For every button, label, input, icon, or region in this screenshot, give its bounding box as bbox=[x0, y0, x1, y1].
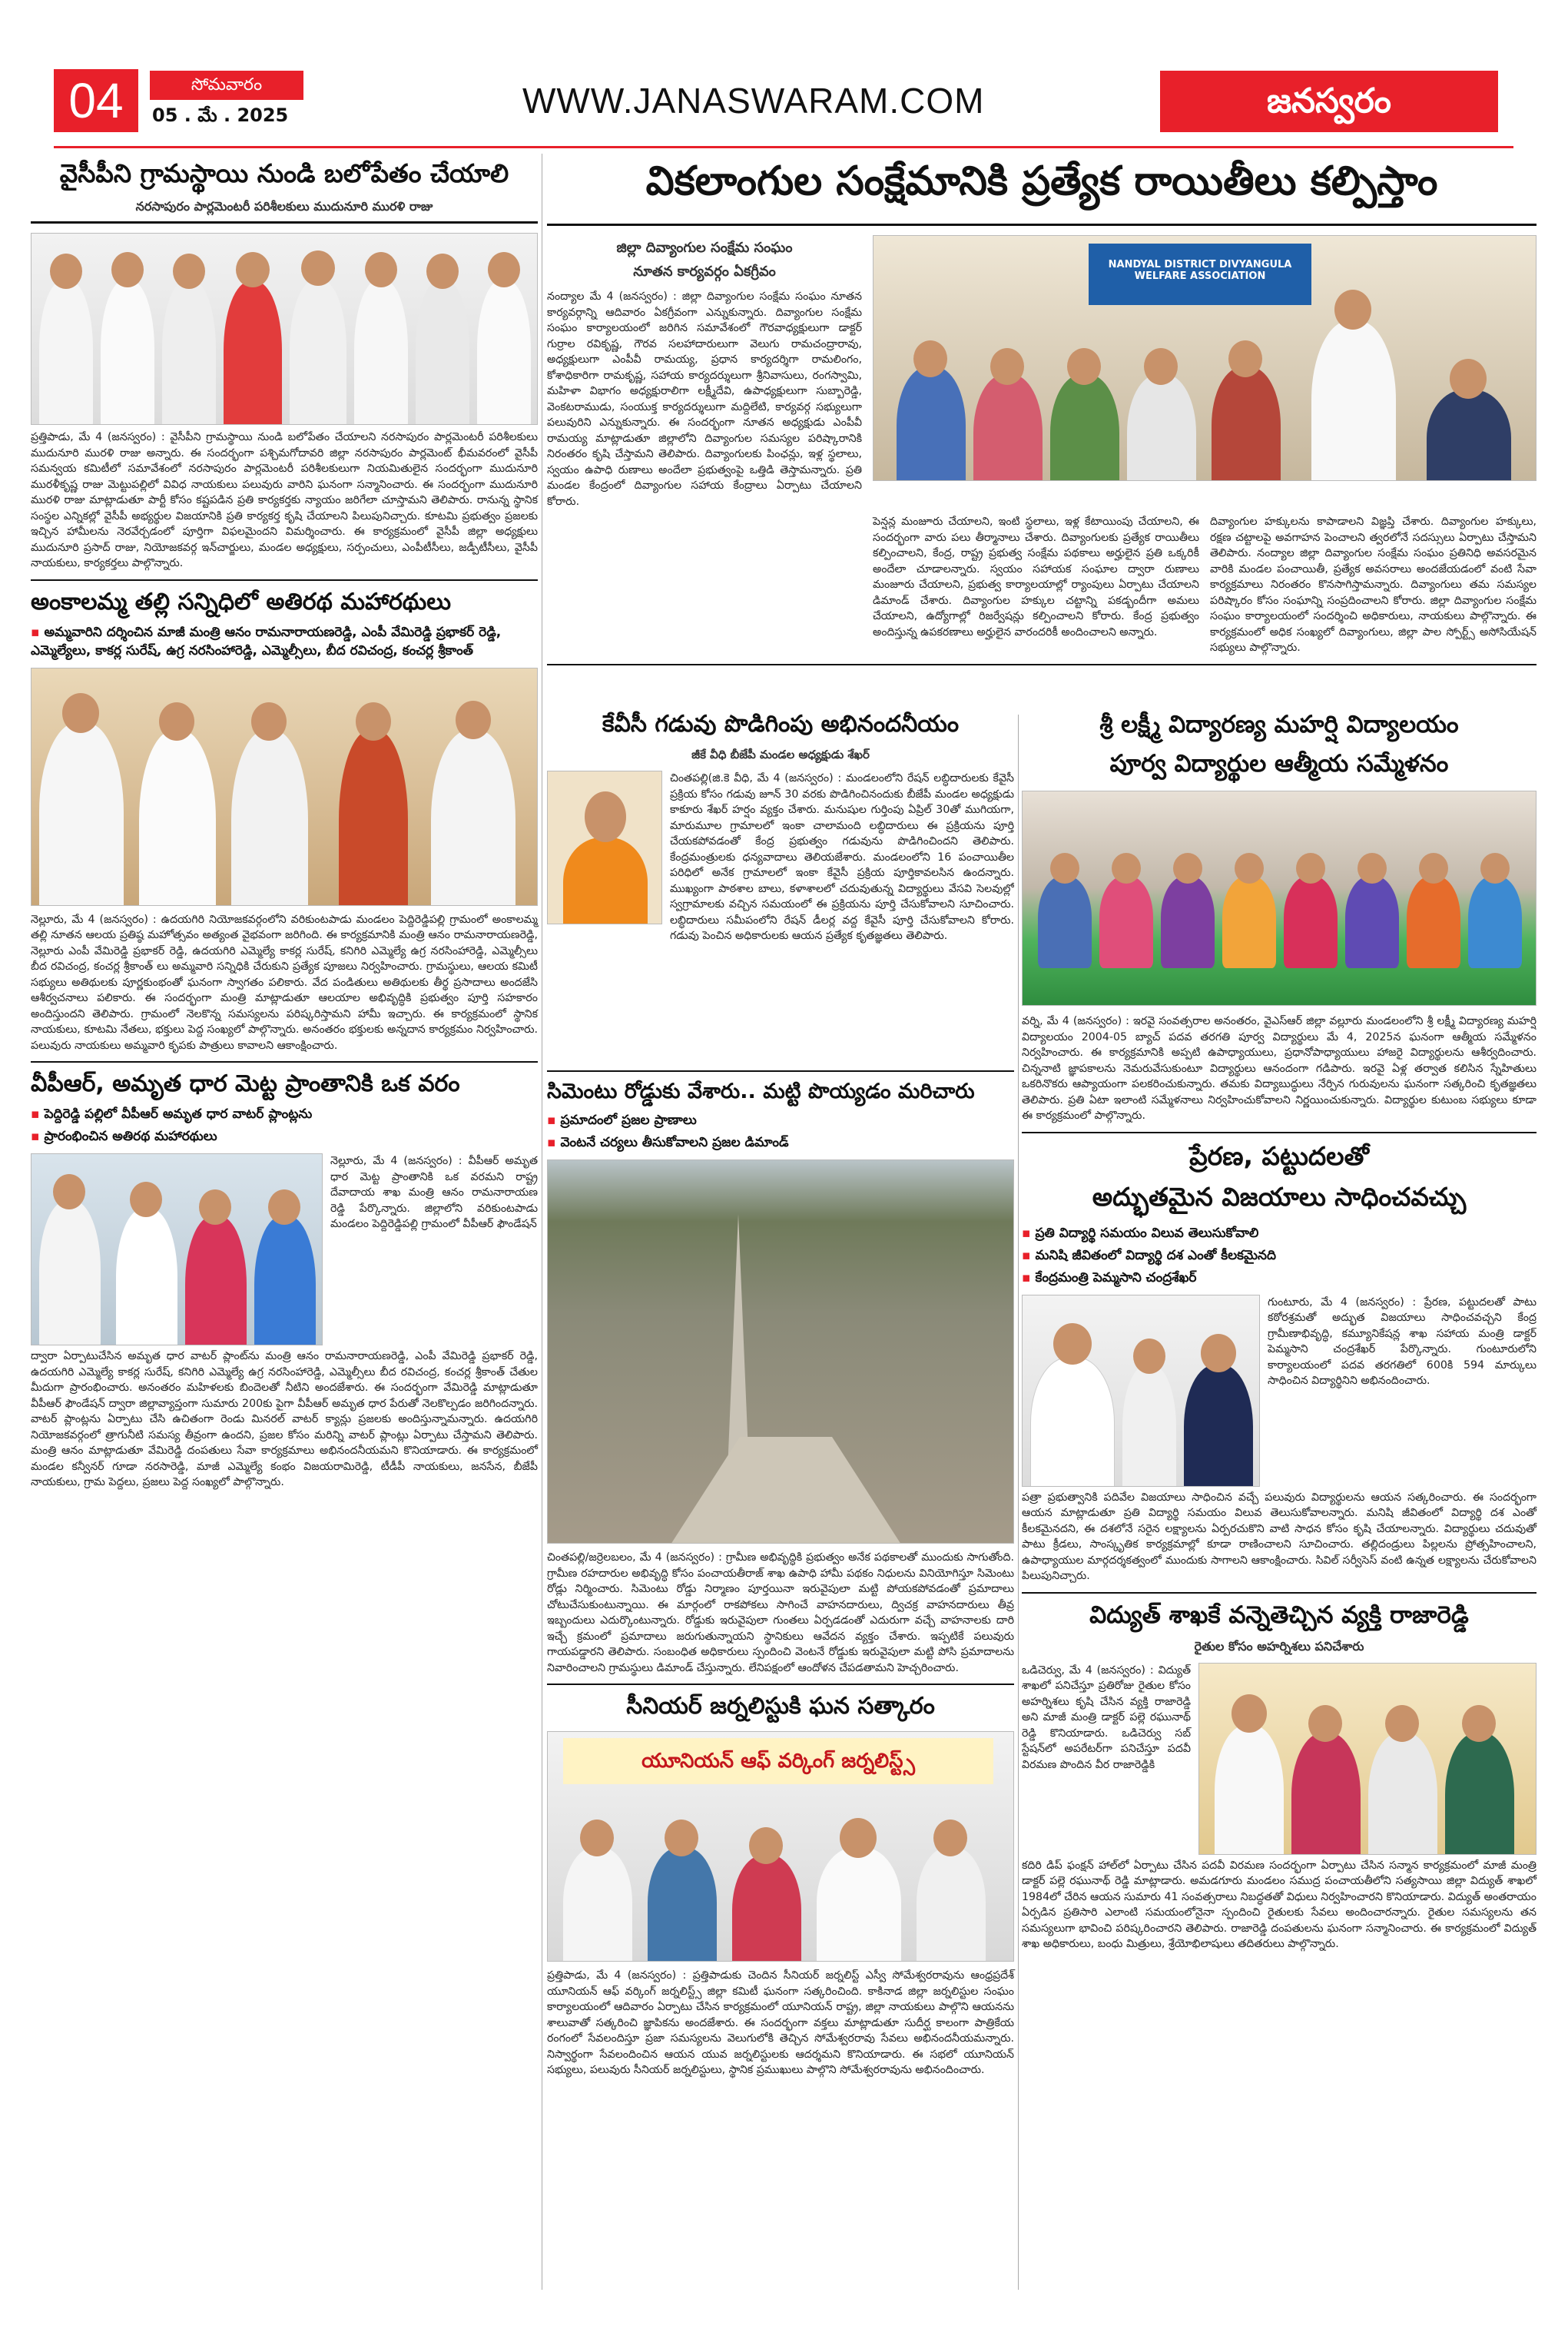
article-body-intro: గుంటూరు, మే 4 (జనస్వరం) : ప్రేరణ, పట్టుదలతో పాటు కఠోరశ్రమతో అద్భుత విజయాలు సాధించవచ్చని కేంద్ర గ్రామీణాభివృద్ధి, కమ్యూనికేషన్ల శాఖ సహాయ మంత్రి డాక్టర్ పెమ్మసాని చంద్రశేఖర్ పేర్కొన్నారు. గుంటూరులోని కార్యాలయంలో పదవ తరగతిలో 600కి 594 మార్కులు సాధించిన విద్యార్థినిని అభినందించారు. bbox=[1268, 1295, 1537, 1387]
article-ankalamma bbox=[31, 589, 538, 1054]
article-headline: కేవీసీ గడువు పొడిగింపు అభినందనీయం bbox=[602, 711, 960, 738]
article-vpr bbox=[31, 1070, 538, 1491]
page-number: 04 bbox=[54, 69, 138, 132]
article-body-intro: నెల్లూరు, మే 4 (జనస్వరం) : వీపీఆర్ అమృత ధార మెట్ట ప్రాంతానికి ఒక వరమని రాష్ట్ర దేవాదాయ శాఖ మంత్రి ఆనం రామనారాయణ రెడ్డి పేర్కొన్నారు. జిల్లాలోని వరికుంటపాడు మండలం పెద్దిరెడ్డిపల్లి గ్రామంలో వీపీఆర్ ఫౌండేషన్ bbox=[330, 1155, 538, 1230]
article-headline: వైసీపీని గ్రామస్థాయి నుండి బలోపేతం చేయాలి bbox=[59, 158, 509, 188]
section-divider bbox=[1022, 1132, 1537, 1133]
article-body: ద్వారా ఏర్పాటుచేసిన అమృత ధార వాటర్ ప్లాంట్‌ను మంత్రి ఆనం రామనారాయణరెడ్డి, ఎంపీ వేమిరెడ్డి ప్రభాకర్ రెడ్డి, ఉదయగిరి ఎమ్మెల్యే కాకర్ల సురేష్, కనిగిరి ఎమ్మెల్యే ఉగ్ర నరసింహారెడ్డి, ఎమ్మెల్సీలు బీద రవిచంద్ర, కంచర్ల శ్రీకాంత్ చేతుల మీదుగా ప్రారంభించారు. అనంతరం మహిళలకు బిందెలతో నీటిని అందజేశారు. ఈ సందర్భంగా వేమిరెడ్డి మాట్లాడుతూ వీపీఆర్ ఫౌండేషన్ ద్వారా జిల్లావ్యాప్తంగా సుమారు 200కు పైగా వీపీఆర్ అమృత ధార పేరుతో నెలకొల్పడం జరిగిందన్నారు. వాటర్ ప్లాంట్లను ఏర్పాటు చేసి ఉచితంగా రెండు మినరల్ వాటర్ క్యాన్లు ప్రజలకు అందిస్తున్నామన్నారు. ఉదయగిరి నియోజకవర్గంలో త్రాగునీటి సమస్య తీవ్రంగా ఉందని, ప్రజల కోసం మరిన్ని వాటర్ ప్లాంట్లు ఏర్పాటు చేస్తామని తెలిపారు. మంత్రి ఆనం మాట్లాడుతూ వేమిరెడ్డి దంపతులు సేవా కార్యక్రమాలు అభినందనీయమని కొనియాడారు. ఈ కార్యక్రమంలో మండల కన్వీనర్ గూడా నరసారెడ్డి, మాజీ ఎమ్మెల్యే కంభం విజయరామిరెడ్డి, టీడీపీ నాయకులు, జనసేన, బీజేపీ నాయకులు, గ్రామ పెద్దలు, ప్రజలు పెద్ద సంఖ్యలో పాల్గొన్నారు. bbox=[31, 1350, 538, 1488]
article-body: చింతపల్లి(జి.కె వీధి, మే 4 (జనస్వరం) : మండలంలోని రేషన్ లబ్ధిదారులకు కేవైసీ ప్రక్రియ కోసం గడువు జూన్ 30 వరకు పొడిగించినందుకు బీజేపీ మండల అధ్యక్షుడు కాకూరు శేఖర్ హర్షం వ్యక్తం చేశారు. మనుషుల గుర్తింపు ఏప్రిల్ 30తో ముగియగా, మారుమూల గ్రామాలలో ఇంకా చాలామంది లబ్ధిదారులు ఈ ప్రక్రియను పూర్తి చేయకపోవడంతో కేంద్ర ప్రభుత్వం గడువును పొడిగించిందని తెలిపారు. కేంద్రమంత్రులకు ధన్యవాదాలు తెలియజేశారు. మండలంలోని 16 పంచాయితీల పరిధిలో అనేక గ్రామాలలో ఇంకా కేవైసీ ప్రక్రియ పూర్తికావలసిన ఉందన్నారు. ముఖ్యంగా పాఠశాల బాలు, కళాశాలలో చదువుతున్న విద్యార్థులు వేసవి సెలవుల్లో స్వగ్రామాలకు వచ్చిన సమయంలో ఈ ప్రక్రియను పూర్తి చేసుకోవాలని సూచించారు. లబ్ధిదారులు సమీపంలోని రేషన్ డీలర్ల వద్ద కేవైసీ పూర్తి చేసుకోవాలని కోరారు. గడువు పెంచిన అధికారులకు ఆయన ప్రత్యేక కృతజ్ఞతలు తెలిపారు. bbox=[670, 772, 1014, 942]
article-body: ప్రత్తిపాడు, మే 4 (జనస్వరం) : వైసీపీని గ్రామస్థాయి నుండి బలోపేతం చేయాలని నరసాపురం పార్లమెంటరీ పరిశీలకులు ముదునూరి మురళి రాజు అన్నారు. ఈ సందర్భంగా పశ్చిమగోదావరి జిల్లా నరసాపురం పార్లమెంట్ భీమవరంలో వైసీపీ సమన్వయ కమిటీలో సమావేశంలో నరసాపురం పార్లమెంటరీ పరిశీలకులుగా నియమితులైన సందర్భంగా ముదునూరి మురళీకృష్ణ రాజు మెట్టుపల్లిలో వివిధ నాయకులు పలువురు వారిని ఘనంగా సన్మానించారు. ఈ సందర్భంగా ముదునూరి మురళి రాజు మాట్లాడుతూ పార్టీ కోసం కష్టపడిన ప్రతి కార్యకర్తకు న్యాయం జరిగేలా చూస్తామని తెలిపారు. రానున్న స్థానిక సంస్థల ఎన్నికల్లో వైసీపీ అభ్యర్థుల విజయానికి ప్రతి కార్యకర్త కృషి చేయాలని పిలుపునిచ్చారు. కూటమి ప్రభుత్వం ప్రజలకు ఇచ్చిన హామీలను నెరవేర్చడంలో పూర్తిగా విఫలమైందని విమర్శించారు. ఈ కార్యక్రమంలో వైసీపీ జిల్లా అధ్యక్షులు ముదునూరి ప్రసాద్ రాజు, నియోజకవర్గ ఇన్‌చార్జులు, మండల అధ్యక్షులు, సర్పంచులు, ఎంపీటీసీలు, జడ్పీటీసీలు, వైసీపీ నాయకులు, కార్యకర్తలు పాల్గొన్నారు. bbox=[31, 431, 538, 569]
article-bullets bbox=[31, 1106, 538, 1147]
lead-subhead: జిల్లా దివ్యాంగుల సంక్షేమ సంఘం bbox=[616, 240, 793, 256]
article-journalist bbox=[547, 1693, 1014, 2078]
lead-bottom-row bbox=[547, 514, 1537, 656]
article-electricity bbox=[1022, 1601, 1537, 1952]
lead-photo bbox=[873, 235, 1537, 481]
bullet-item: ▪ కేంద్రమంత్రి పెమ్మసాని చంద్రశేఖర్ bbox=[1022, 1270, 1537, 1289]
article-bullets bbox=[31, 625, 538, 662]
article-headline: పూర్వ విద్యార్థుల ఆత్మీయ సమ్మేళనం bbox=[1109, 750, 1449, 778]
felicitation-photo bbox=[547, 1731, 1014, 1962]
lead-subhead: నూతన కార్యవర్గం ఏకగ్రీవం bbox=[633, 264, 776, 280]
article-body: నెల్లూరు, మే 4 (జనస్వరం) : ఉదయగిరి నియోజకవర్గంలోని వరికుంటపాడు మండలం పెద్దిరెడ్డిపల్లి గ్రామంలో అంకాలమ్మ తల్లి నూతన ఆలయ ప్రతిష్ఠ మహోత్సవం అత్యంత వైభవంగా జరిగింది. ఈ కార్యక్రమానికి మంత్రి ఆనం రామనారాయణరెడ్డి, నెల్లూరు ఎంపీ వేమిరెడ్డి ప్రభాకర్ రెడ్డి, ఉదయగిరి ఎమ్మెల్యే కాకర్ల సురేష్, కనిగిరి ఎమ్మెల్యే ఉగ్ర నరసింహారెడ్డి, ఎమ్మెల్సీలు బీద రవిచంద్ర, కంచర్ల శ్రీకాంత్ లు అమ్మవారి సన్నిధికి చేరుకుని ప్రత్యేక పూజలు నిర్వహించారు. గ్రామస్థులు, ఆలయ కమిటీ సభ్యులు అతిథులకు పూర్ణకుంభంతో ఘనంగా స్వాగతం పలికారు. వేద పండితులు అతిథులకు తీర్థ ప్రసాదాలు అందజేసి ఆశీర్వచనాలు పలికారు. ఈ సందర్భంగా మంత్రి మాట్లాడుతూ ఆలయాల అభివృద్ధికి ప్రభుత్వం పూర్తి సహకారం అందిస్తుందని తెలిపారు. గ్రామంలో నెలకొన్న సమస్యలను పరిష్కరిస్తామని హామీ ఇచ్చారు. ఈ కార్యక్రమంలో స్థానిక నాయకులు, కూటమి నేతలు, భక్తులు పెద్ద సంఖ్యలో పాల్గొన్నారు. అనంతరం భక్తులకు అన్నదాన కార్యక్రమం నిర్వహించారు. పలువురు నాయకులు అమ్మవారి కృపకు పాత్రులు కావాలని ఆకాంక్షించారు. bbox=[31, 913, 538, 1052]
article-body: చింతపల్లి/జర్రెలబలం, మే 4 (జనస్వరం) : గ్రామీణ అభివృద్ధికి ప్రభుత్వం అనేక పథకాలతో ముందుకు సాగుతోంది. గ్రామీణ రహదారుల అభివృద్ధి కోసం పంచాయతీరాజ్ శాఖ ఉపాధి హామీ పథకం నిధులను వినియోగిస్తూ సిమెంటు రోడ్లు నిర్మించారు. సిమెంటు రోడ్డు నిర్మాణం పూర్తయినా ఇరువైపులా మట్టి పోయకపోవడంతో ప్రమాదాలు చోటుచేసుకుంటున్నాయి. ఈ మార్గంలో రాకపోకలు సాగించే వాహనదారులు, ద్విచక్ర వాహనదారులు తీవ్ర ఇబ్బందులు ఎదుర్కొంటున్నారు. రోడ్డుకు ఇరువైపులా గుంతలు ఏర్పడడంతో ఎదురుగా వచ్చే వాహనాలకు దారి ఇచ్చే క్రమంలో ప్రమాదాలు జరుగుతున్నాయని స్థానికులు ఆవేదన వ్యక్తం చేశారు. ఇప్పటికే పలువురు గాయపడ్డారని తెలిపారు. సంబంధిత అధికారులు స్పందించి వెంటనే రోడ్డుకు ఇరువైపులా మట్టి పోసి ప్రమాదాలను నివారించాలని గ్రామస్థులు డిమాండ్ చేస్తున్నారు. లేనిపక్షంలో ఆందోళన చేపడతామని హెచ్చరించారు. bbox=[547, 1551, 1014, 1674]
article-alumni bbox=[1022, 711, 1537, 1124]
article-headline: అంకాలమ్మ తల్లి సన్నిధిలో అతిరథ మహారథులు bbox=[31, 588, 451, 615]
article-headline: విద్యుత్ శాఖకే వన్నెతెచ్చిన వ్యక్తి రాజారెడ్డి bbox=[1089, 1601, 1469, 1629]
retirement-photo bbox=[1198, 1663, 1537, 1855]
section-divider bbox=[31, 1061, 538, 1063]
bullet-item: ▪ అమ్మవారిని దర్శించిన మాజీ మంత్రి ఆనం రామనారాయణరెడ్డి, ఎంపీ వేమిరెడ్డి ప్రభాకర్ రెడ్డి, ఎమ్మెల్యేలు, కాకర్ల సురేష్, ఉగ్ర నరసింహారెడ్డి, ఎమ్మెల్సీలు, బీద రవిచంద్ర, కంచర్ల శ్రీకాంత్ bbox=[31, 625, 538, 662]
section-divider bbox=[547, 664, 1537, 665]
temple-photo bbox=[31, 668, 538, 906]
alumni-photo bbox=[1022, 791, 1537, 1006]
section-divider bbox=[547, 1070, 1014, 1072]
column-divider bbox=[1018, 715, 1019, 2290]
lead-story bbox=[547, 154, 1537, 673]
article-cement-road bbox=[547, 1080, 1014, 1676]
article-body: వర్ని, మే 4 (జనస్వరం) : ఇరవై సంవత్సరాల అనంతరం, వైఎస్ఆర్ జిల్లా వల్లూరు మండలంలోని శ్రీ లక్ష్మీ విద్యారణ్య మహర్షి విద్యాలయం 2004-05 బ్యాచ్ పదవ తరగతి పూర్వ విద్యార్థులు మే 4, 2025న ఘనంగా ఆత్మీయ సమ్మేళనం నిర్వహించారు. ఈ కార్యక్రమానికి అప్పటి ఉపాధ్యాయులు, ప్రధానోపాధ్యాయులు హాజరై విద్యార్థులను ఆశీర్వదించారు. చిన్ననాటి జ్ఞాపకాలను నెమరువేసుకుంటూ విద్యార్థులు ఆనందంగా గడిపారు. ఇరవై ఏళ్ల తర్వాత కలిసిన స్నేహితులు ఒకరినొకరు ఆప్యాయంగా పలకరించుకున్నారు. తమకు విద్యాబుద్ధులు నేర్పిన గురువులను ఘనంగా సత్కరించి కృతజ్ఞతలు తెలిపారు. ప్రతి ఏటా ఇలాంటి సమ్మేళనాలు నిర్వహించుకోవాలని నిర్ణయించుకున్నారు. విద్యార్థుల కుటుంబ సభ్యులు కూడా ఈ కార్యక్రమంలో పాల్గొన్నారు. bbox=[1022, 1015, 1537, 1122]
article-headline: సీనియర్ జర్నలిస్టుకి ఘన సత్కారం bbox=[626, 1693, 935, 1720]
right-column bbox=[1022, 711, 1537, 1952]
article-headline: శ్రీ లక్ష్మీ విద్యారణ్య మహర్షి విద్యాలయం bbox=[1099, 711, 1459, 738]
lead-headline: వికలాంగుల సంక్షేమానికి ప్రత్యేక రాయితీలు కల్పిస్తాం bbox=[547, 158, 1537, 226]
photo-with-text bbox=[1022, 1663, 1537, 1855]
portrait-photo bbox=[547, 771, 662, 924]
issue-date: 05 . మే . 2025 bbox=[152, 104, 289, 126]
minister-photo bbox=[1022, 1295, 1260, 1487]
banner: యూనియన్ ఆఫ్ వర్కింగ్ జర్నలిస్ట్స్ bbox=[563, 1738, 993, 1784]
photo-with-text bbox=[1022, 1295, 1537, 1487]
article-body: ప్రత్తిపాడు, మే 4 (జనస్వరం) : ప్రత్తిపాడుకు చెందిన సీనియర్ జర్నలిస్ట్ ఎస్వీ సోమేశ్వరరావును ఆంధ్రప్రదేశ్ యూనియన్ ఆఫ్ వర్కింగ్ జర్నలిస్ట్స్ జిల్లా కమిటీ ఘనంగా సత్కరించింది. కాకినాడ జిల్లా జర్నలిస్టుల సంఘం కార్యాలయంలో ఆదివారం ఏర్పాటు చేసిన కార్యక్రమంలో యూనియన్ రాష్ట్ర, జిల్లా నాయకులు పాల్గొని ఆయనను శాలువాతో సత్కరించి జ్ఞాపికను అందజేశారు. ఈ సందర్భంగా వక్తలు మాట్లాడుతూ సుదీర్ఘ కాలంగా పాత్రికేయ రంగంలో సేవలందిస్తూ ప్రజా సమస్యలను వెలుగులోకి తెచ్చిన సోమేశ్వరరావు సేవలు అభినందనీయమన్నారు. నిస్వార్థంగా సేవలందించిన ఆయన యువ జర్నలిస్టులకు ఆదర్శమని కొనియాడారు. ఈ సభలో యూనియన్ సభ్యులు, పలువురు సీనియర్ జర్నలిస్టులు, స్థానిక ప్రముఖులు పాల్గొని సోమేశ్వరరావును అభినందించారు. bbox=[547, 1969, 1014, 2076]
section-divider bbox=[547, 1684, 1014, 1685]
bullet-item: ▪ పెద్దిరెడ్డి పల్లిలో వీపీఆర్ అమృత ధార వాటర్ ప్లాంట్లను bbox=[31, 1106, 538, 1125]
article-subhead: నరసాపురం పార్లమెంటరీ పరిశీలకులు ముదునూరి మురళి రాజు bbox=[31, 199, 538, 224]
lead-body: పెన్షన్ల మంజూరు చేయాలని, ఇంటి స్థలాలు, ఇళ్ల కేటాయింపు చేయాలని, ఈ సందర్భంగా వారు పలు తీర్మానాలు చేశారు. దివ్యాంగులకు ప్రత్యేక రాయితీలు కల్పించాలని, కేంద్ర, రాష్ట్ర ప్రభుత్వ సంక్షేమ పథకాలు అర్హులైన ప్రతి ఒక్కరికీ అందేలా చూడాలన్నారు. స్వయం సహాయక సంఘాల ద్వారా రుణాలు మంజూరు చేయాలని, ప్రభుత్వ కార్యాలయాల్లో ర్యాంపులు ఏర్పాటు చేయాలని డిమాండ్ చేశారు. దివ్యాంగుల హక్కుల చట్టాన్ని పకడ్బందీగా అమలు చేయాలని, ఉద్యోగాల్లో రిజర్వేషన్లు కల్పించాలని కోరారు. కేంద్ర ప్రభుత్వం అందిస్తున్న ఉపకరణాలు అర్హులైన వారందరికీ అందించాలని అన్నారు. bbox=[873, 516, 1199, 639]
banner: NANDYAL DISTRICT DIVYANGULA WELFARE ASSOCIATION bbox=[1089, 244, 1311, 305]
lead-top-row bbox=[547, 235, 1537, 509]
article-motivation bbox=[1022, 1141, 1537, 1584]
lead-body: నంద్యాల మే 4 (జనస్వరం) : జిల్లా దివ్యాంగుల సంక్షేమ సంఘం నూతన కార్యవర్గాన్ని ఆదివారం ఏకగ్రీవంగా ఎన్నుకున్నారు. దివ్యాంగుల సంక్షేమ సంఘం కార్యాలయంలో జరిగిన సమావేశంలో గౌరవాధ్యక్షులుగా డాక్టర్ గుర్రాల రవికృష్ణ, గౌరవ సలహాదారులుగా వెలుగు రామచంద్రారావు, అధ్యక్షులుగా ఎంపీవీ రామయ్య, ప్రధాన కార్యదర్శిగా రామలింగం, కోశాధికారిగా రామకృష్ణ, సహాయ కార్యదర్శులుగా శ్రీనివాసులు, రంగస్వామి, మహిళా విభాగం అధ్యక్షురాలిగా లక్ష్మీదేవి, ఉపాధ్యక్షులుగా సుబ్బారెడ్డి, వెంకటరాముడు, సంయుక్త కార్యదర్శులుగా మద్దిలేటి, కార్యవర్గ సభ్యులుగా పలువురిని ఎన్నుకున్నారు. ఈ సందర్భంగా నూతన అధ్యక్షుడు ఎంపీవీ రామయ్య మాట్లాడుతూ జిల్లాలోని దివ్యాంగుల సమస్యల పరిష్కారానికి నిరంతరం కృషి చేస్తామని తెలిపారు. దివ్యాంగులకు పింఛన్లు, ఇళ్ల స్థలాలు, స్వయం ఉపాధి రుణాలు అందేలా ప్రభుత్వంపై ఒత్తిడి తెస్తామన్నారు. ప్రతి మండల కేంద్రంలో దివ్యాంగుల సహాయ కేంద్రాలు ఏర్పాటు చేయాలని కోరారు. bbox=[547, 290, 862, 508]
inauguration-photo bbox=[31, 1153, 323, 1345]
bullet-item: ▪ మనిషి జీవితంలో విద్యార్థి దశ ఎంతో కీలకమైనది bbox=[1022, 1248, 1537, 1266]
photo-with-text bbox=[31, 1153, 538, 1345]
road-photo bbox=[547, 1159, 1014, 1544]
middle-column bbox=[547, 711, 1014, 2078]
photo-with-text bbox=[547, 771, 1014, 1063]
article-bullets bbox=[547, 1113, 1014, 1153]
article-body: కదిరి డిప్ ఫంక్షన్ హాల్‌లో ఏర్పాటు చేసిన పదవీ విరమణ సందర్భంగా ఏర్పాటు చేసిన సన్మాన కార్యక్రమంలో మాజీ మంత్రి డాక్టర్ పల్లె రఘునాథ్ రెడ్డి మాట్లాడారు. అమడగూరు మండలం సముద్ర పంచాయతీలోని సత్యసాయి జిల్లా విద్యుత్ శాఖలో 1984లో చేరిన ఆయన సుమారు 41 సంవత్సరాలు నిబద్ధతతో విధులు నిర్వహించారని కొనియాడారు. విద్యుత్ అంతరాయం ఏర్పడిన ప్రతిసారి ఎలాంటి సమయంలోనైనా స్పందించి రైతులకు సేవలు అందించారన్నారు. రైతుల సమస్యలను తన సమస్యలుగా భావించి పరిష్కరించారని తెలిపారు. రాజారెడ్డి దంపతులను ఘనంగా సన్మానించారు. ఈ కార్యక్రమంలో విద్యుత్ శాఖ అధికారులు, బంధు మిత్రులు, శ్రేయోభిలాషులు తదితరులు పాల్గొన్నారు. bbox=[1022, 1859, 1537, 1950]
article-subhead: జీకే వీధి బీజేపీ మండల అధ్యక్షుడు శేఖర్ bbox=[691, 748, 870, 761]
article-headline: సిమెంటు రోడ్డుకు వేశారు.. మట్టి పొయ్యడం మరిచారు bbox=[547, 1080, 975, 1103]
weekday-label: సోమవారం bbox=[150, 71, 303, 100]
bullet-item: ▪ ప్రారంభించిన అతిరథ మహారథులు bbox=[31, 1129, 538, 1147]
lead-body: దివ్యాంగుల హక్కులను కాపాడాలని విజ్ఞప్తి చేశారు. దివ్యాంగుల హక్కులు, రక్షణ చట్టాలపై అవగాహన పెంచాలని త్వరలోనే సదస్సులు ఏర్పాటు చేస్తామని తెలిపారు. నంద్యాల జిల్లా దివ్యాంగుల సంక్షేమ సంఘం ప్రతినిధి అవసరమైన వారికి మండల పంచాయితీ, ప్రత్యేక అవసరాలు అందజేయడంలో వంటి సేవా కార్యక్రమాలు నిరంతరం కొనసాగిస్తామన్నారు. దివ్యాంగులు తమ సమస్యల పరిష్కారం కోసం సంఘాన్ని సంప్రదించాలని కోరారు. జిల్లా దివ్యాంగుల సంక్షేమ సంఘం కార్యాలయంలో సందర్శించి అధికారులు, నాయకులు పాల్గొన్నారు. ఈ కార్యక్రమంలో అధిక సంఖ్యలో దివ్యాంగులు, జిల్లా పాల స్పోర్ట్స్ అసోసియేషన్ సభ్యులు పాల్గొన్నారు. bbox=[1210, 516, 1537, 654]
article-headline: అద్భుతమైన విజయాలు సాధించవచ్చు bbox=[1092, 1181, 1467, 1212]
section-divider bbox=[31, 579, 538, 581]
bullet-item: ▪ ప్రతి విద్యార్థి సమయం విలువ తెలుసుకోవాలి bbox=[1022, 1226, 1537, 1244]
newspaper-brand: జనస్వరం bbox=[1160, 71, 1498, 132]
article-kyc bbox=[547, 711, 1014, 1063]
lead-text-column bbox=[547, 235, 862, 509]
article-body: పత్రా ప్రభుత్వానికి పదివేల విజయాలు సాధించిన వచ్చే పలువురు విద్యార్థులను ఆయన సత్కరించారు. ఈ సందర్భంగా ఆయన మాట్లాడుతూ ప్రతి విద్యార్థి సమయం విలువ తెలుసుకోవాలన్నారు. మనిషి జీవితంలో విద్యార్థి దశ ఎంతో కీలకమైనదని, ఈ దశలోనే సరైన లక్ష్యాలను ఏర్పరచుకొని వాటి సాధన కోసం కృషి చేయాలన్నారు. విద్యార్థులు చదువుతో పాటు క్రీడలు, సాంస్కృతిక కార్యక్రమాల్లో కూడా రాణించాలని సూచించారు. తల్లిదండ్రులు పిల్లలను ప్రోత్సహించాలని, ఉపాధ్యాయుల మార్గదర్శకత్వంలో ముందుకు సాగాలని ఆకాంక్షించారు. సివిల్ సర్వీసెస్ వంటి ఉన్నత లక్ష్యాలను చేరుకోవాలని పిలుపునిచ్చారు. bbox=[1022, 1491, 1537, 1582]
left-column bbox=[31, 154, 538, 1491]
masthead-rule bbox=[54, 146, 1513, 148]
masthead bbox=[54, 69, 1513, 146]
article-bullets bbox=[1022, 1226, 1537, 1289]
group-photo bbox=[31, 233, 538, 425]
website-url[interactable]: WWW.JANASWARAM.COM bbox=[522, 81, 985, 121]
article-headline: ప్రేరణ, పట్టుదలతో bbox=[1189, 1140, 1369, 1171]
article-ysrcp bbox=[31, 158, 538, 572]
article-headline: వీపీఆర్, అమృత ధార మెట్ట ప్రాంతానికి ఒక వరం bbox=[31, 1070, 460, 1097]
bullet-item: ▪ వెంటనే చర్యలు తీసుకోవాలని ప్రజల డిమాండ్ bbox=[547, 1135, 1014, 1153]
section-divider bbox=[1022, 1592, 1537, 1594]
article-body-intro: ఒడిచెర్వు, మే 4 (జనస్వరం) : విద్యుత్ శాఖలో పనిచేస్తూ ప్రతిరోజు రైతుల కోసం అహర్నిశలు కృషి చేసిన వ్యక్తి రాజారెడ్డి అని మాజీ మంత్రి డాక్టర్ పల్లె రఘునాథ్ రెడ్డి కొనియాడారు. ఒడిచెర్వు సబ్ స్టేషన్‌లో అపరేటర్‌గా పనిచేస్తూ పదవీ విరమణ పొందిన వీర రాజారెడ్డికి bbox=[1022, 1664, 1191, 1771]
article-subhead: రైతుల కోసం అహర్నిశలు పనిచేశారు bbox=[1194, 1638, 1364, 1654]
bullet-item: ▪ ప్రమాదంలో ప్రజల ప్రాణాలు bbox=[547, 1113, 1014, 1131]
